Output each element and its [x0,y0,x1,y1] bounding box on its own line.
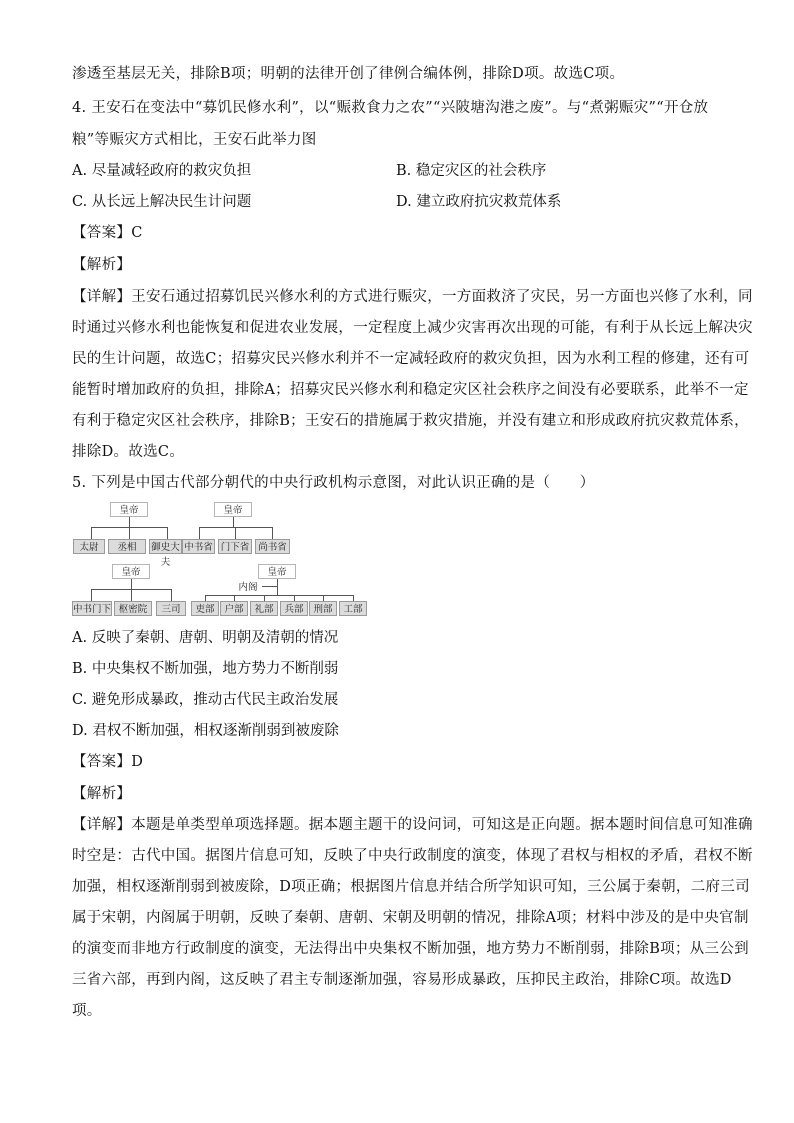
song-emperor-box: 皇帝 [112,564,150,579]
q5-answer: 【答案】D [72,754,144,770]
q5-explanation: 三省六部，再到内阁，这反映了君主专制逐渐加强，容易形成暴政，压抑民主政治，排除C项。故选D [72,972,732,988]
q5-explanation: 属于宋朝，内阁属于明朝，反映了秦朝、唐朝、宋朝及明朝的情况，排除A项；材料中涉及的是中央官制 [72,910,749,926]
central-administration-diagram [72,500,372,620]
text-line: 渗透至基层无关，排除B项；明朝的法律开创了律例合编体例，排除D项。故选C项。 [72,66,625,82]
tang-official-box: 门下省 [218,539,252,554]
q4-analysis-label: 【解析】 [72,257,132,273]
q4-explanation: 排除D。故选C。 [72,444,185,460]
q4-answer: 【答案】C [72,225,143,241]
ming-ministry-box: 礼部 [250,601,278,616]
song-official-box: 枢密院 [114,601,152,616]
q5-explanation: 的演变而非地方行政制度的演变，无法得出中央集权不断加强，地方势力不断削弱，排除B项；从三公到 [72,941,749,957]
q5-option-b: B. 中央集权不断加强，地方势力不断削弱 [72,661,339,677]
qin-official-box: 御史大夫 [149,539,182,554]
q4-explanation: 时通过兴修水利也能恢复和促进农业发展，一定程度上减少灾害再次出现的可能，有利于从长远上解决灾 [72,320,753,336]
q5-option-d: D. 君权不断加强，相权逐渐削弱到被废除 [72,723,339,739]
q4-explanation: 能暂时增加政府的负担，排除A；招募灾民兴修水利和稳定灾区社会秩序之间没有必要联系，此举不一定 [72,382,749,398]
q4-option-b: B. 稳定灾区的社会秩序 [396,163,547,179]
ming-ministry-box: 户部 [220,601,248,616]
ming-emperor-box: 皇帝 [258,564,296,579]
q5-explanation: 时空是：古代中国。据图片信息可知，反映了中央行政制度的演变，体现了君权与相权的矛盾，君权不断 [72,848,753,864]
tang-official-box: 尚书省 [255,539,290,554]
song-official-box: 中书门下 [72,601,112,616]
ming-ministry-box: 兵部 [280,601,308,616]
q5-analysis-label: 【解析】 [72,786,132,802]
qin-emperor-box: 皇帝 [110,502,148,517]
tang-emperor-box: 皇帝 [214,502,252,517]
ming-ministry-box: 吏部 [191,601,219,616]
q5-explanation: 【详解】本题是单类型单项选择题。据本题主题干的设问词，可知这是正向题。据本题时间信息可知准确 [72,817,753,833]
q5-explanation: 项。 [72,1003,102,1019]
qin-official-box: 太尉 [73,539,105,554]
q4-option-a: A. 尽量减轻政府的救灾负担 [72,163,252,179]
q4-option-d: D. 建立政府抗灾救荒体系 [396,194,562,210]
ming-cabinet-box: 内阁 [234,579,262,594]
question-4-stem-cont: 粮”等赈灾方式相比，王安石此举力图 [72,132,317,148]
question-5-stem: 5. 下列是中国古代部分朝代的中央行政机构示意图，对此认识正确的是（ ） [72,475,595,491]
q4-option-c: C. 从长远上解决民生计问题 [72,194,252,210]
q5-option-c: C. 避免形成暴政，推动古代民主政治发展 [72,692,339,708]
song-official-box: 三司 [156,601,186,616]
q5-explanation: 加强，相权逐渐削弱到被废除，D项正确；根据图片信息并结合所学知识可知，三公属于秦朝，二府三司 [72,879,750,895]
q4-explanation: 有利于稳定灾区社会秩序，排除B；王安石的措施属于救灾措施，并没有建立和形成政府抗灾救荒体系， [72,413,749,429]
ming-ministry-box: 刑部 [309,601,337,616]
tang-official-box: 中书省 [182,539,215,554]
q4-explanation: 民的生计问题，故选C；招募灾民兴修水利并不一定减轻政府的救灾负担，因为水利工程的修建，还有可 [72,351,750,367]
qin-official-box: 丞相 [108,539,146,554]
q5-option-a: A. 反映了秦朝、唐朝、明朝及清朝的情况 [72,630,339,646]
question-4-stem: 4. 王安石在变法中“募饥民修水利”，以“赈救食力之农”“兴陂塘沟港之废”。与“煮粥赈灾”“开仓放 [72,100,709,116]
q4-explanation: 【详解】王安石通过招募饥民兴修水利的方式进行赈灾，一方面救济了灾民，另一方面也兴修了水利，同 [72,289,753,305]
ming-ministry-box: 工部 [339,601,367,616]
